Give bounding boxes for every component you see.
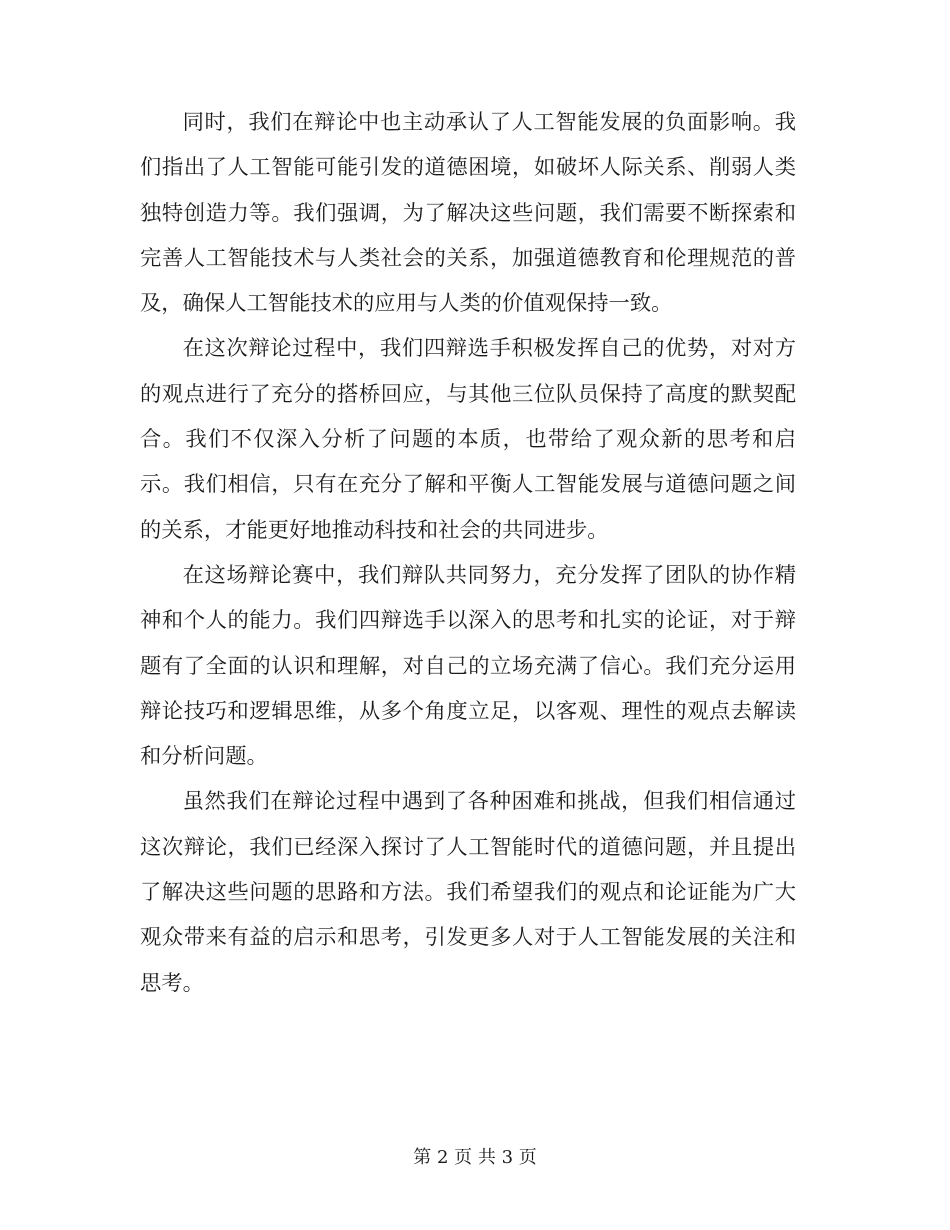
paragraph-2: 在这次辩论过程中，我们四辩选手积极发挥自己的优势，对对方的观点进行了充分的搭桥回应，与其他三位队员保持了高度的默契配合。我们不仅深入分析了问题的本质，也带给了观众新的思考和启示。我们相信，只有在充分了解和平衡人工智能发展与道德问题之间的关系，才能更好地推动科技和社会的共同进步。 [140, 336, 796, 543]
page-number: 第 2 页 共 3 页 [413, 1147, 537, 1168]
document-body [140, 100, 796, 1006]
paragraph-1: 同时，我们在辩论中也主动承认了人工智能发展的负面影响。我们指出了人工智能可能引发的道德困境，如破坏人际关系、削弱人类独特创造力等。我们强调，为了解决这些问题，我们需要不断探索和完善人工智能技术与人类社会的关系，加强道德教育和伦理规范的普及，确保人工智能技术的应用与人类的价值观保持一致。 [140, 110, 796, 317]
paragraph-4: 虽然我们在辩论过程中遇到了各种困难和挑战，但我们相信通过这次辩论，我们已经深入探讨了人工智能时代的道德问题，并且提出了解决这些问题的思路和方法。我们希望我们的观点和论证能为广大观众带来有益的启示和思考，引发更多人对于人工智能发展的关注和思考。 [140, 789, 796, 996]
page-footer [0, 1146, 950, 1170]
paragraph-3: 在这场辩论赛中，我们辩队共同努力，充分发挥了团队的协作精神和个人的能力。我们四辩选手以深入的思考和扎实的论证，对于辩题有了全面的认识和理解，对自己的立场充满了信心。我们充分运用辩论技巧和逻辑思维，从多个角度立足，以客观、理性的观点去解读和分析问题。 [140, 562, 796, 770]
